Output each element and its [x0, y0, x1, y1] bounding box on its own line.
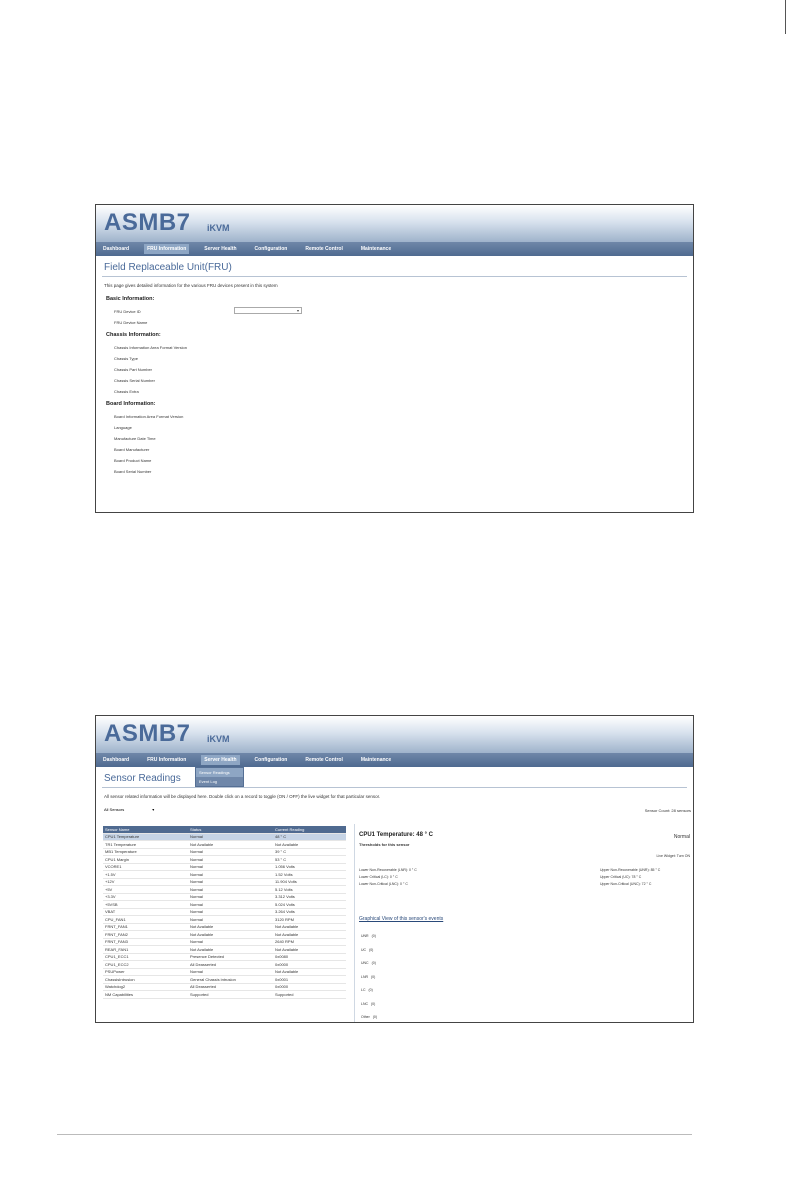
table-row[interactable]	[103, 834, 346, 842]
field-label: Board Information Area Format Version	[114, 414, 184, 419]
sensor-name-cell: Watchdog2	[105, 984, 126, 990]
board-info-heading: Board Information:	[106, 401, 156, 407]
event-count: (0)	[372, 1015, 378, 1019]
cut-line	[785, 0, 786, 34]
table-row[interactable]	[103, 961, 346, 969]
page-description: All sensor related information will be displayed here. Double click on a record to toggle (ON / OFF) the live widget for that particular sensor.	[104, 794, 381, 799]
reading-cell: 5.024 Volts	[275, 901, 295, 907]
table-row[interactable]	[103, 939, 346, 947]
reading-cell: Not Available	[275, 924, 299, 930]
field-label: Chassis Part Number	[114, 367, 153, 372]
basic-info-heading: Basic Information:	[106, 296, 155, 302]
status-cell: Not Available	[190, 841, 214, 847]
sensor-name-cell: +3.3V	[105, 894, 116, 900]
event-row	[361, 961, 376, 965]
status-cell: All Deasserted	[190, 961, 217, 967]
chevron-down-icon: ▾	[152, 807, 155, 812]
events-heading[interactable]: Graphical View of this sensor's events	[359, 916, 444, 922]
sensor-name-cell: PSUPower	[105, 969, 125, 975]
reading-cell: 39 ° C	[275, 849, 287, 855]
page-footer-rule	[57, 1134, 692, 1135]
reading-cell: 3120 RPM	[275, 916, 294, 922]
event-row	[361, 1015, 377, 1019]
reading-cell: Not Available	[275, 969, 299, 975]
status-cell: Normal	[190, 939, 203, 945]
event-label: LNC	[361, 1001, 369, 1006]
threshold-unc: Upper Non-Critical (UNC): 72 ° C	[600, 882, 652, 886]
sensor-name-cell: FRNT_FAN1	[105, 924, 128, 930]
reading-cell: 3.264 Volts	[275, 909, 295, 915]
field-label	[114, 309, 693, 313]
reading-cell: 0x0080	[275, 954, 289, 960]
table-row[interactable]	[103, 856, 346, 864]
event-label: LNR	[361, 974, 369, 979]
nav-configuration[interactable]: Configuration	[254, 757, 288, 763]
nav-remote-control[interactable]: Remote Control	[305, 757, 343, 763]
sensor-count: Sensor Count: 28 sensors	[644, 808, 691, 813]
threshold-unr: Upper Non-Recoverable (UNR): 85 ° C	[600, 868, 661, 872]
nav-dashboard[interactable]: Dashboard	[103, 246, 130, 252]
sensor-name-cell: +12V	[105, 879, 115, 885]
menu-item-event-log[interactable]: Event Log	[199, 779, 218, 784]
nav-maintenance[interactable]: Maintenance	[360, 757, 392, 763]
status-cell: Not Available	[190, 931, 214, 937]
event-label: Other	[361, 1015, 370, 1019]
banner	[96, 716, 693, 753]
field-label: Board Product Name	[114, 458, 152, 463]
main-nav	[96, 242, 693, 256]
live-widget-toggle[interactable]: Live Widget: Turn ON	[656, 854, 690, 858]
nav-server-health[interactable]: Server Health	[204, 246, 237, 252]
sensor-name-cell: ChassisIntrusion	[105, 976, 135, 982]
status-cell: All Deasserted	[190, 984, 217, 990]
table-row[interactable]	[103, 931, 346, 939]
reading-cell: Not Available	[275, 841, 299, 847]
status-cell: Normal	[190, 901, 203, 907]
table-row[interactable]	[103, 879, 346, 887]
status-cell: Not Available	[190, 924, 214, 930]
reading-cell: Not Available	[275, 946, 299, 952]
table-row[interactable]	[103, 984, 346, 992]
event-row	[361, 975, 375, 979]
field-label: Chassis Serial Number	[114, 378, 155, 383]
table-row[interactable]	[103, 991, 346, 999]
table-row[interactable]	[103, 871, 346, 879]
event-row	[361, 948, 373, 952]
col-sensor-name[interactable]: Sensor Name	[105, 826, 130, 832]
fru-screenshot	[95, 204, 694, 513]
event-label: LC	[361, 988, 366, 992]
table-row[interactable]	[103, 864, 346, 872]
sensor-name-cell: +5VSB	[105, 901, 118, 907]
sensor-name-cell: +1.5V	[105, 871, 116, 877]
sensor-name-cell: CPU1_ECC2	[105, 961, 129, 967]
reading-cell: Supported	[275, 991, 294, 997]
reading-cell: 53 ° C	[275, 856, 287, 862]
threshold-uc: Upper Critical (UC): 78 ° C	[600, 875, 642, 879]
event-count: (0)	[371, 1001, 376, 1006]
reading-cell: 11.904 Volts	[275, 879, 297, 885]
threshold-lnc: Lower Non-Critical (LNC): 0 ° C	[359, 882, 408, 886]
thresholds-heading: Thresholds for this sensor	[359, 842, 410, 847]
field-label: FRU Device Name	[114, 320, 148, 325]
table-row[interactable]	[103, 849, 346, 857]
reading-cell: 1.056 Volts	[275, 864, 295, 870]
event-row	[361, 1002, 375, 1006]
title-divider	[102, 787, 687, 788]
chassis-info-heading: Chassis Information:	[106, 332, 161, 338]
status-cell: Normal	[190, 909, 203, 915]
table-row[interactable]	[103, 841, 346, 849]
status-cell: Normal	[190, 871, 203, 877]
sensor-name-cell: FRNT_FAN2	[105, 931, 128, 937]
status-cell: Not Available	[190, 946, 214, 952]
page-description: This page gives detailed information for the various FRU devices present in this system	[104, 283, 278, 288]
field-label: Chassis Type	[114, 356, 138, 361]
page-title: Sensor Readings	[104, 773, 181, 784]
table-row[interactable]	[103, 916, 346, 924]
nav-fru-information[interactable]: FRU Information	[144, 244, 189, 254]
table-row[interactable]	[103, 969, 346, 977]
reading-cell: Not Available	[275, 931, 299, 937]
sensor-detail-panel	[354, 824, 694, 1022]
page-title: Field Replaceable Unit(FRU)	[104, 262, 232, 273]
reading-cell: 0x0000	[275, 984, 289, 990]
sensor-filter-select[interactable]	[104, 807, 693, 812]
fru-device-id-label: FRU Device ID	[114, 309, 141, 314]
logo-subtitle: iKVM	[207, 734, 230, 744]
sensor-name-cell: CPU1 Margin	[105, 856, 130, 862]
status-cell: Normal	[190, 856, 203, 862]
status-cell: Normal	[190, 916, 203, 922]
logo: ASMB7	[104, 209, 191, 236]
status-cell: Presence Detected	[190, 954, 225, 960]
table-row[interactable]	[103, 894, 346, 902]
status-cell: Normal	[190, 879, 203, 885]
reading-cell: 0x0001	[275, 976, 289, 982]
table-row[interactable]	[103, 946, 346, 954]
sensor-name-cell: MB1 Temperature	[105, 849, 137, 855]
logo-subtitle: iKVM	[207, 223, 230, 233]
status-cell: Normal	[190, 834, 203, 840]
field-label: Board Manufacturer	[114, 447, 150, 452]
fru-device-select[interactable]: ▾	[234, 307, 302, 314]
status-cell: Normal	[190, 849, 203, 855]
nav-maintenance[interactable]: Maintenance	[360, 246, 392, 252]
status-cell: Normal	[190, 886, 203, 892]
reading-cell: 1.52 Volts	[275, 871, 293, 877]
logo: ASMB7	[104, 720, 191, 747]
detail-status: Normal	[673, 834, 690, 840]
event-count: (0)	[368, 988, 373, 992]
filter-value: All Sensors	[104, 807, 125, 812]
event-count: (0)	[371, 961, 376, 965]
field-label: Language	[114, 425, 132, 430]
status-cell: Normal	[190, 864, 203, 870]
reading-cell: 3.312 Volts	[275, 894, 295, 900]
sensor-name-cell: CPU1_ECC1	[105, 954, 129, 960]
status-cell: Normal	[190, 969, 203, 975]
nav-fru-information[interactable]: FRU Information	[147, 757, 187, 763]
sensor-name-cell: CPU1 Temperature	[105, 834, 140, 840]
table-body	[103, 834, 346, 999]
field-label: Chassis Extra	[114, 389, 139, 394]
table-header	[103, 826, 346, 834]
nav-remote-control[interactable]: Remote Control	[305, 246, 343, 252]
main-nav	[96, 753, 693, 767]
banner	[96, 205, 693, 242]
nav-configuration[interactable]: Configuration	[254, 246, 288, 252]
event-label: UNC	[361, 961, 369, 965]
col-current-reading[interactable]: Current Reading	[275, 826, 305, 832]
table-row[interactable]	[103, 901, 346, 909]
status-cell: General Chassis intrusion	[190, 976, 236, 982]
server-health-menu	[195, 767, 244, 787]
nav-dashboard[interactable]: Dashboard	[103, 757, 130, 763]
sensor-name-cell: FRNT_FAN3	[105, 939, 128, 945]
field-label: Board Serial Number	[114, 469, 152, 474]
table-row[interactable]	[103, 909, 346, 917]
sensor-name-cell: REAR_FAN1	[105, 946, 129, 952]
event-count: (0)	[371, 934, 376, 938]
reading-cell: 0x0000	[275, 961, 289, 967]
field-label: Chassis Information Area Format Version	[114, 345, 187, 350]
reading-cell: 5.12 Volts	[275, 886, 293, 892]
event-row	[361, 934, 376, 938]
table-row[interactable]	[103, 924, 346, 932]
status-cell: Normal	[190, 894, 203, 900]
field-label: Manufacture Date Time	[114, 436, 156, 441]
reading-cell: 48 ° C	[275, 834, 287, 840]
event-label: UNR	[361, 934, 369, 938]
sensor-name-cell: CPU_FAN1	[105, 916, 126, 922]
event-row	[361, 988, 373, 992]
table-row[interactable]	[103, 976, 346, 984]
event-label: UC	[361, 947, 367, 952]
sensor-name-cell: +5V	[105, 886, 113, 892]
nav-server-health[interactable]: Server Health	[201, 755, 239, 765]
sensor-table	[103, 826, 346, 999]
sensor-screenshot	[95, 715, 694, 1023]
status-cell: Supported	[190, 991, 209, 997]
menu-item-sensor-readings[interactable]: Sensor Readings	[196, 768, 243, 777]
threshold-lc: Lower Critical (LC): 0 ° C	[359, 875, 398, 879]
sensor-name-cell: NM Capabilities	[105, 991, 134, 997]
reading-cell: 2640 RPM	[275, 939, 294, 945]
col-status[interactable]: Status	[190, 826, 202, 832]
event-count: (0)	[369, 947, 374, 952]
title-divider	[102, 276, 687, 277]
table-row[interactable]	[103, 954, 346, 962]
sensor-name-cell: VBAT	[105, 909, 116, 915]
table-row[interactable]	[103, 886, 346, 894]
event-count: (0)	[371, 974, 376, 979]
detail-title: CPU1 Temperature: 48 ° C	[359, 832, 433, 838]
threshold-lnr: Lower Non-Recoverable (LNR): 0 ° C	[359, 868, 417, 872]
sensor-name-cell: TR1 Temperature	[105, 841, 137, 847]
sensor-name-cell: VCORE1	[105, 864, 122, 870]
